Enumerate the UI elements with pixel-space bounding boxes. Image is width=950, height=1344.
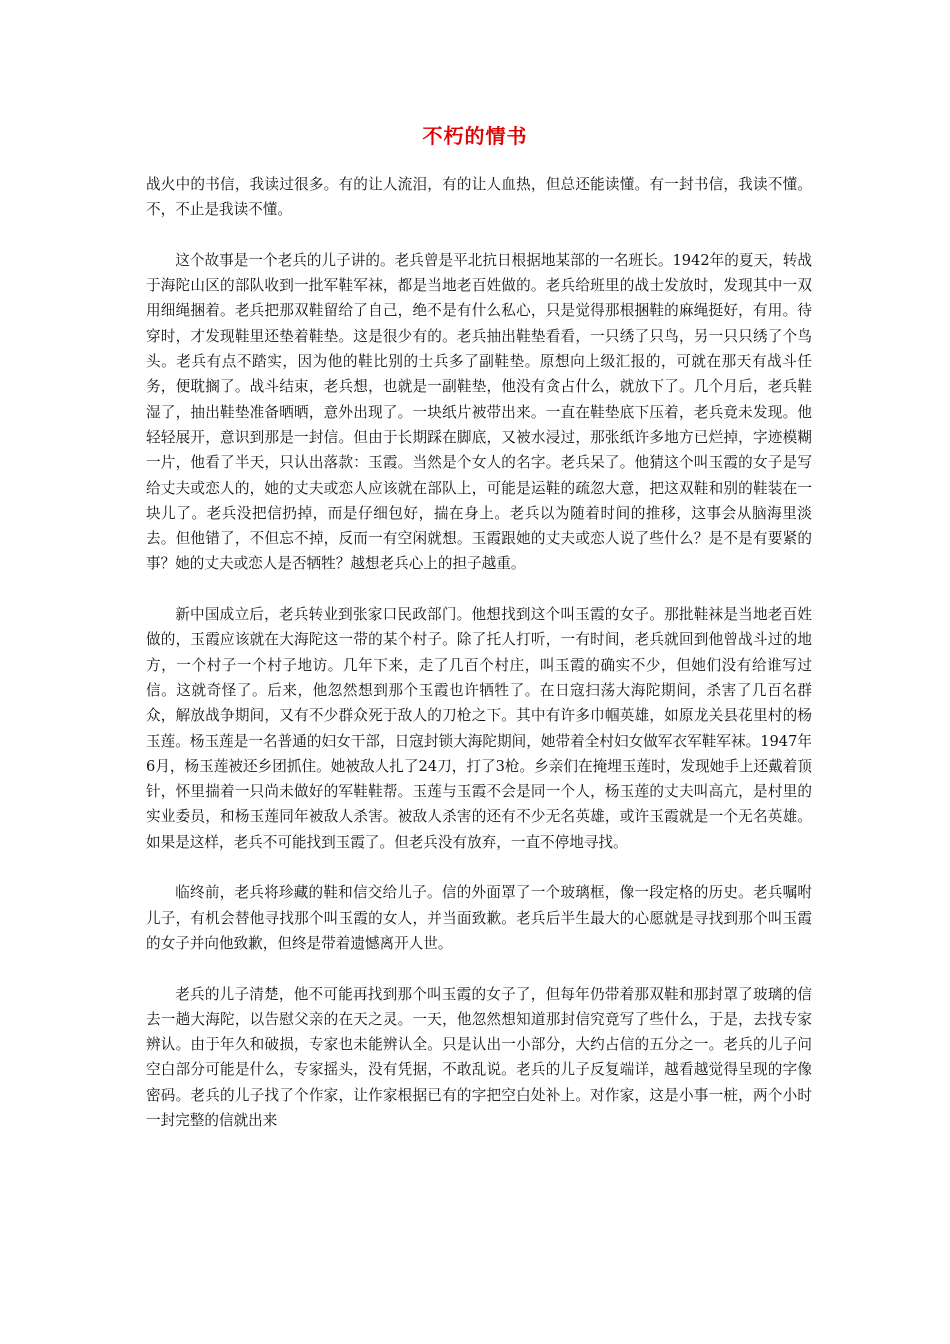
document-title: 不朽的情书	[422, 124, 528, 148]
paragraph-son: 老兵的儿子清楚，他不可能再找到那个叫玉霞的女子了，但每年仍带着那双鞋和那封罩了玻璃的信去一趟大海陀，以告慰父亲的在天之灵。一天，他忽然想知道那封信究竟写了些什么，于是，去找专家辨认。由于年久和破损，专家也未能辨认全。只是认出一小部分，大约占信的五分之一。老兵的儿子问空白部分可能是什么，专家摇头，没有凭据，不敢乱说。老兵的儿子反复端详，越看越觉得呈现的字像密码。老兵的儿子找了个作家，让作家根据已有的字把空白处补上。对作家，这是小事一桩，两个小时一封完整的信就出来	[146, 985, 812, 1129]
paragraph-story-origin: 这个故事是一个老兵的儿子讲的。老兵曾是平北抗日根据地某部的一名班长。1942年的夏天，转战于海陀山区的部队收到一批军鞋军袜，都是当地老百姓做的。老兵给班里的战士发放时，发现其中一双用细绳捆着。老兵把那双鞋留给了自己，绝不是有什么私心，只是觉得那根捆鞋的麻绳挺好，有用。待穿时，才发现鞋里还垫着鞋垫。这是很少有的。老兵抽出鞋垫看看，一只绣了只鸟，另一只只绣了个鸟头。老兵有点不踏实，因为他的鞋比别的士兵多了副鞋垫。原想向上级汇报的，可就在那天有战斗任务，便耽搁了。战斗结束，老兵想，也就是一副鞋垫，他没有贪占什么，就放下了。几个月后，老兵鞋湿了，抽出鞋垫准备晒晒，意外出现了。一块纸片被带出来。一直在鞋垫底下压着，老兵竟未发现。他轻轻展开，意识到那是一封信。但由于长期踩在脚底，又被水浸过，那张纸许多地方已烂掉，字迹模糊一片，他看了半天，只认出落款：玉霞。当然是个女人的名字。老兵呆了。他猜这个叫玉霞的女子是写给丈夫或恋人的，她的丈夫或恋人应该就在部队上，可能是运鞋的疏忽大意，把这双鞋和别的鞋装在一块儿了。老兵没把信扔掉，而是仔细包好，揣在身上。老兵以为随着时间的推移，这事会从脑海里淡去。但他错了，不但忘不掉，反而一有空闲就想。玉霞跟她的丈夫或恋人说了些什么？是不是有要紧的事？她的丈夫或恋人是否牺牲？越想老兵心上的担子越重。	[146, 251, 812, 573]
document-body	[146, 172, 812, 1133]
paragraph-intro: 战火中的书信，我读过很多。有的让人流泪，有的让人血热，但总还能读懂。有一封书信，我读不懂。不，不止是我读不懂。	[146, 176, 812, 219]
paragraph-deathbed: 临终前，老兵将珍藏的鞋和信交给儿子。信的外面罩了一个玻璃框，像一段定格的历史。老兵嘱咐儿子，有机会替他寻找那个叫玉霞的女人，并当面致歉。老兵后半生最大的心愿就是寻找到那个叫玉霞的女子并向他致歉，但终是带着遗憾离开人世。	[146, 884, 812, 952]
paragraph-search: 新中国成立后，老兵转业到张家口民政部门。他想找到这个叫玉霞的女子。那批鞋袜是当地老百姓做的，玉霞应该就在大海陀这一带的某个村子。除了托人打听，一有时间，老兵就回到他曾战斗过的地方，一个村子一个村子地访。几年下来，走了几百个村庄，叫玉霞的确实不少，但她们没有给谁写过信。这就奇怪了。后来，他忽然想到那个玉霞也许牺牲了。在日寇扫荡大海陀期间，杀害了几百名群众，解放战争期间，又有不少群众死于敌人的刀枪之下。其中有许多巾帼英雄，如原龙关县花里村的杨玉莲。杨玉莲是一名普通的妇女干部，日寇封锁大海陀期间，她带着全村妇女做军衣军鞋军袜。1947年6月，杨玉莲被还乡团抓住。她被敌人扎了24刀，打了3枪。乡亲们在掩埋玉莲时，发现她手上还戴着顶针，怀里揣着一只尚未做好的军鞋鞋帮。玉莲与玉霞不会是同一个人，杨玉莲的丈夫叫高亢，是村里的实业委员，和杨玉莲同年被敌人杀害。被敌人杀害的还有不少无名英雄，或许玉霞就是一个无名英雄。如果是这样，老兵不可能找到玉霞了。但老兵没有放弃，一直不停地寻找。	[146, 606, 812, 851]
